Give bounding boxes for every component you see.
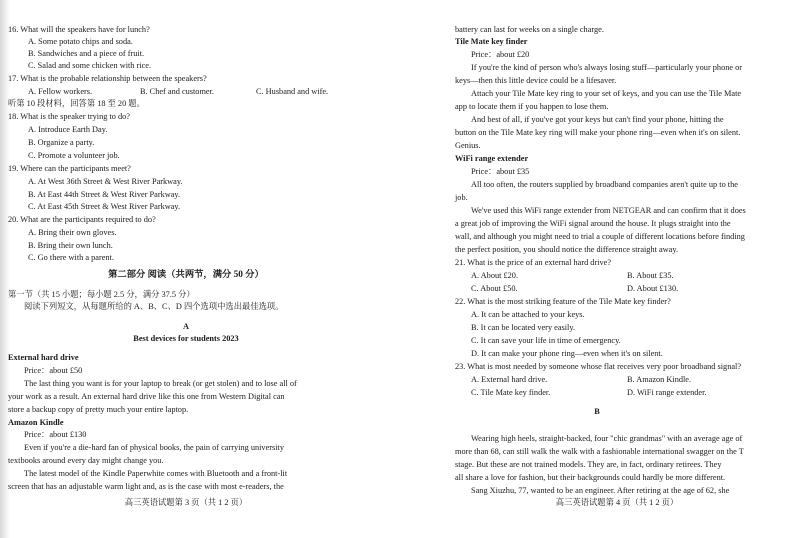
option-18c: C. Promote a volunteer job. [28, 151, 120, 160]
text-line: If you're the kind of person who's always losing stuff—particularly your phone or [471, 63, 743, 72]
option-16a: A. Some potato chips and soda. [28, 37, 133, 46]
text-line: Sang Xiuzhu, 77, wanted to be an engineer. After retiring at the age of 62, she [471, 486, 730, 495]
option-16c: C. Salad and some chicken with rice. [28, 61, 152, 70]
option-19a: A. At West 36th Street & West River Parkway. [28, 177, 183, 186]
device-heading-hard-drive: External hard drive [8, 353, 79, 362]
page-footer-right: 高三英语试题第 4 页（共 1 2 页） [555, 498, 679, 507]
text-line: The latest model of the Kindle Paperwhite comes with Bluetooth and a front-lit [24, 469, 288, 478]
option-19b: B. At East 44th Street & West River Parkway. [28, 190, 181, 199]
text-line: more than 68, can still walk the walk with a fashionable international swagger on the T [455, 447, 744, 456]
text-line: The last thing you want is for your laptop to break (or get stolen) and to lose all of [24, 379, 297, 388]
option-21b: B. About £35. [627, 271, 674, 280]
text-line: the perfect position, you should notice the difference straight away. [455, 245, 679, 254]
text-line: job. [455, 193, 468, 202]
option-17a: A. Fellow workers. [28, 87, 93, 96]
question-16: 16. What will the speakers have for lunch? [8, 25, 150, 34]
option-22b: B. It can be located very easily. [471, 323, 576, 332]
question-20: 20. What are the participants required to do? [8, 215, 156, 224]
option-18a: A. Introduce Earth Day. [28, 125, 108, 134]
text-line: Genius. [455, 141, 481, 150]
option-23c: C. Tile Mate key finder. [471, 388, 551, 397]
text-line: wall, and although you might need to trial a couple of different locations before finding [455, 232, 745, 241]
question-19: 19. Where can the participants meet? [8, 164, 131, 173]
option-21d: D. About £130. [627, 284, 679, 293]
text-line: a great job of improving the WiFi signal around the house. It plugs straight into the [455, 219, 731, 228]
text-line: textbooks around every day might change you. [8, 456, 164, 465]
text-line: Wearing high heels, straight-backed, four "chic grandmas" with an average age of [471, 434, 743, 443]
option-18b: B. Organize a party. [28, 138, 95, 147]
text-line: battery can last for weeks on a single charge. [455, 25, 604, 34]
text-line: screen that has an adjustable warm light and, as is the case with most e-readers, the [8, 482, 284, 491]
question-22: 22. What is the most striking feature of the Tile Mate key finder? [455, 297, 671, 306]
price-wifi-extender: Price：about £35 [471, 167, 530, 176]
page-footer-left: 高三英语试题第 3 页（共 1 2 页） [124, 498, 248, 507]
device-heading-kindle: Amazon Kindle [8, 418, 64, 427]
text-line: button on the Tile Mate key ring will make your phone ring—even when it's on silent. [455, 128, 741, 137]
device-heading-tile-mate: Tile Mate key finder [455, 37, 528, 46]
option-22d: D. It can make your phone ring—even when it's on silent. [471, 349, 663, 358]
text-line: All too often, the routers supplied by broadband companies aren't quite up to the [471, 180, 738, 189]
option-23d: D. WiFi range extender. [627, 388, 707, 397]
option-23a: A. External hard drive. [471, 375, 548, 384]
question-17: 17. What is the probable relationship between the speakers? [8, 74, 207, 83]
option-20a: A. Bring their own gloves. [28, 228, 117, 237]
option-22a: A. It can be attached to your keys. [471, 310, 585, 319]
question-21: 21. What is the price of an external hard drive? [455, 258, 612, 267]
option-17b: B. Chef and customer. [140, 87, 214, 96]
listening-instruction: 听第 10 段材料，回答第 18 至 20 题。 [8, 99, 145, 108]
option-23b: B. Amazon Kindle. [627, 375, 692, 384]
price-tile-mate: Price：about £20 [471, 50, 530, 59]
section-heading: 第二部分 阅读（共两节，满分 50 分） [108, 270, 264, 280]
text-line: store a backup copy of pretty much your entire laptop. [8, 405, 189, 414]
passage-b-label: B [594, 407, 600, 416]
question-23: 23. What is most needed by someone whose flat receives very poor broadband signal? [455, 362, 742, 371]
text-line: Attach your Tile Mate key ring to your set of keys, and you can use the Tile Mate [471, 89, 742, 98]
part-one-instruction: 第一节（共 15 小题；每小题 2.5 分，满分 37.5 分） [8, 290, 195, 299]
price-hard-drive: Price：about £50 [24, 366, 83, 375]
option-22c: C. It can save your life in time of emergency. [471, 336, 621, 345]
option-20b: B. Bring their own lunch. [28, 241, 113, 250]
text-line: We've used this WiFi range extender from NETGEAR and can confirm that it does [471, 206, 746, 215]
text-line: stage. But these are not trained models. They are, in fact, ordinary retirees. They [455, 460, 722, 469]
text-line: your work as a result. An external hard drive like this one from Western Digital can [8, 392, 285, 401]
option-21c: C. About £50. [471, 284, 518, 293]
passage-a-label: A [183, 322, 189, 331]
text-line: Even if you're a die-hard fan of physical books, the pain of carrying university [24, 443, 284, 452]
text-line: all share a love for fashion, but their backgrounds could hardly be more different. [455, 473, 726, 482]
passage-a-title: Best devices for students 2023 [133, 334, 239, 343]
price-kindle: Price：about £130 [24, 430, 87, 439]
option-19c: C. At East 45th Street & West River Parkway. [28, 202, 181, 211]
device-heading-wifi-extender: WiFi range extender [455, 154, 529, 163]
option-20c: C. Go there with a parent. [28, 253, 114, 262]
text-line: app to locate them if you happen to lose them. [455, 102, 609, 111]
option-17c: C. Husband and wife. [256, 87, 329, 96]
reading-instruction: 阅读下列短文，从每题所给的 A、B、C、D 四个选项中选出最佳选项。 [24, 302, 284, 311]
text-line: keys—then this little device could be a lifesaver. [455, 76, 617, 85]
option-16b: B. Sandwiches and a piece of fruit. [28, 49, 145, 58]
option-21a: A. About £20. [471, 271, 519, 280]
question-18: 18. What is the speaker trying to do? [8, 112, 130, 121]
text-line: And best of all, if you've got your keys but can't find your phone, hitting the [471, 115, 724, 124]
